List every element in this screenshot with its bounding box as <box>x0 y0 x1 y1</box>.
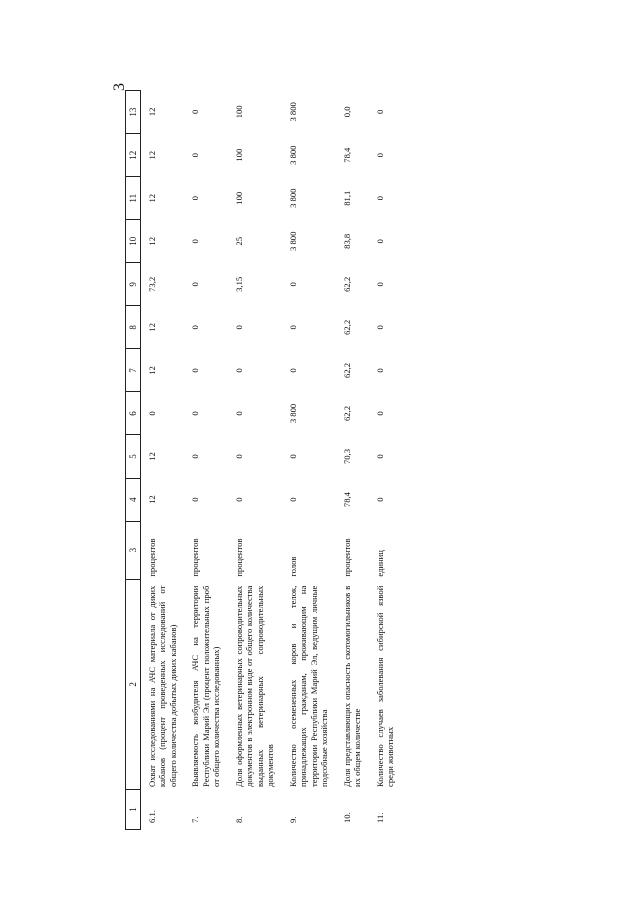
indicator-value: 0 <box>233 454 244 459</box>
indicator-value: 12 <box>147 150 157 160</box>
indicator-value: 81,1 <box>341 190 352 206</box>
unit-of-measure: голов <box>287 556 298 577</box>
col-6-header: 6 <box>126 392 141 435</box>
indicator-value: 12 <box>147 323 157 332</box>
indicator-value: 0 <box>374 196 385 201</box>
indicator-value: 0 <box>287 282 298 287</box>
indicator-value: 78,4 <box>341 492 352 508</box>
unit-of-measure: процентов <box>190 538 201 577</box>
indicator-name: Количество осемененных коров и телок, принадлежащих гражданам, проживающим на территории Республики Марий Эл, ведущим личные подсобные хозяйства <box>287 585 330 787</box>
indicator-value: 62,2 <box>341 362 352 378</box>
indicator-value: 0 <box>287 325 298 330</box>
col-13-header: 13 <box>126 91 141 134</box>
indicator-value: 12 <box>147 366 157 375</box>
indicator-value: 100 <box>233 105 244 119</box>
col-10-header: 10 <box>126 220 141 263</box>
row-index: 6.1. <box>147 810 157 823</box>
table-row <box>141 91 185 830</box>
unit-of-measure: процентов <box>233 538 244 577</box>
col-4-header: 4 <box>126 478 141 521</box>
indicator-value: 0,0 <box>341 106 352 118</box>
indicator-value: 3 800 <box>287 188 298 208</box>
indicator-value: 70,3 <box>341 449 352 465</box>
col-5-header: 5 <box>126 435 141 478</box>
indicator-value: 62,2 <box>341 319 352 335</box>
row-index: 9. <box>287 816 298 823</box>
indicator-value: 0 <box>287 497 298 502</box>
indicator-name: Доля оформленных ветеринарных сопроводительных документов в электронном виде от общего количества выданных ветеринарных сопроводительных документов <box>233 585 276 787</box>
indicator-value: 100 <box>233 191 244 205</box>
indicator-value: 0 <box>287 454 298 459</box>
indicator-value: 0 <box>233 411 244 416</box>
row-index: 11. <box>374 812 385 823</box>
rotated-table-container <box>125 90 515 830</box>
indicator-value: 12 <box>147 237 157 246</box>
unit-of-measure: процентов <box>341 538 352 577</box>
indicator-value: 0 <box>147 411 157 416</box>
indicator-value: 3 800 <box>287 102 298 122</box>
indicator-value: 0 <box>190 411 201 416</box>
table-row <box>282 91 336 830</box>
indicator-value: 0 <box>374 454 385 459</box>
row-index: 8. <box>233 816 244 823</box>
indicator-value: 12 <box>147 193 157 203</box>
indicator-value: 0 <box>190 109 201 114</box>
page-number: 3 <box>111 83 128 91</box>
indicator-value: 3 800 <box>287 403 298 424</box>
indicator-value: 62,2 <box>341 276 352 292</box>
indicator-value: 0 <box>374 411 385 416</box>
indicator-value: 62,2 <box>341 405 352 421</box>
indicator-value: 0 <box>190 497 201 502</box>
indicator-name: Охват исследованиями на АЧС материала от диких кабанов (процент проведенных исследований от общего количества добытых диких кабанов) <box>147 585 178 787</box>
indicator-value: 0 <box>287 368 298 373</box>
indicator-value: 0 <box>233 368 244 373</box>
row-index: 7. <box>190 816 201 823</box>
indicator-value: 100 <box>233 148 244 162</box>
table-row <box>184 91 227 830</box>
indicator-value: 0 <box>233 497 244 502</box>
indicator-value: 3 800 <box>287 145 298 165</box>
col-7-header: 7 <box>126 349 141 392</box>
indicator-value: 83,8 <box>341 233 352 249</box>
col-2-header: 2 <box>126 579 141 789</box>
indicator-value: 3,15 <box>233 276 244 292</box>
indicator-name: Доля представляющих опасность скотомогильников в их общем количестве <box>341 585 363 787</box>
table-row <box>336 91 369 830</box>
indicator-value: 0 <box>374 325 385 330</box>
row-index: 10. <box>341 812 352 823</box>
table-row <box>228 91 282 830</box>
col-3-header: 3 <box>126 521 141 579</box>
indicator-value: 0 <box>190 368 201 373</box>
col-1-header: 1 <box>126 789 141 829</box>
unit-of-measure: процентов <box>147 538 157 577</box>
col-8-header: 8 <box>126 306 141 349</box>
indicator-name: Количество случаев заболевания сибирской язвой среди животных <box>374 585 396 787</box>
col-9-header: 9 <box>126 263 141 306</box>
indicator-value: 78,4 <box>341 147 352 163</box>
indicator-value: 0 <box>190 196 201 201</box>
indicator-value: 0 <box>190 282 201 287</box>
indicator-value: 12 <box>147 107 157 117</box>
column-number-header <box>126 91 141 830</box>
indicator-value: 0 <box>374 239 385 244</box>
indicator-value: 25 <box>233 237 244 246</box>
indicator-value: 0 <box>190 454 201 459</box>
unit-of-measure: единиц <box>374 550 385 577</box>
indicator-value: 0 <box>190 239 201 244</box>
indicator-value: 12 <box>147 495 157 504</box>
indicator-value: 0 <box>374 368 385 373</box>
indicator-name: Выявляемость возбудителя АЧС на территории Республики Марий Эл (процент положительных проб от общего количества исследованных) <box>190 585 222 787</box>
table-row <box>369 91 402 830</box>
col-12-header: 12 <box>126 134 141 177</box>
indicator-value: 0 <box>374 109 385 114</box>
indicator-value: 0 <box>190 325 201 330</box>
indicator-value: 0 <box>374 497 385 502</box>
indicators-table <box>125 90 402 830</box>
indicator-value: 0 <box>374 153 385 158</box>
indicator-value: 73,2 <box>147 276 157 292</box>
indicator-value: 12 <box>147 452 157 461</box>
indicator-value: 0 <box>233 325 244 330</box>
col-11-header: 11 <box>126 177 141 220</box>
indicator-value: 3 800 <box>287 231 298 251</box>
indicator-value: 0 <box>190 153 201 158</box>
indicator-value: 0 <box>374 282 385 287</box>
